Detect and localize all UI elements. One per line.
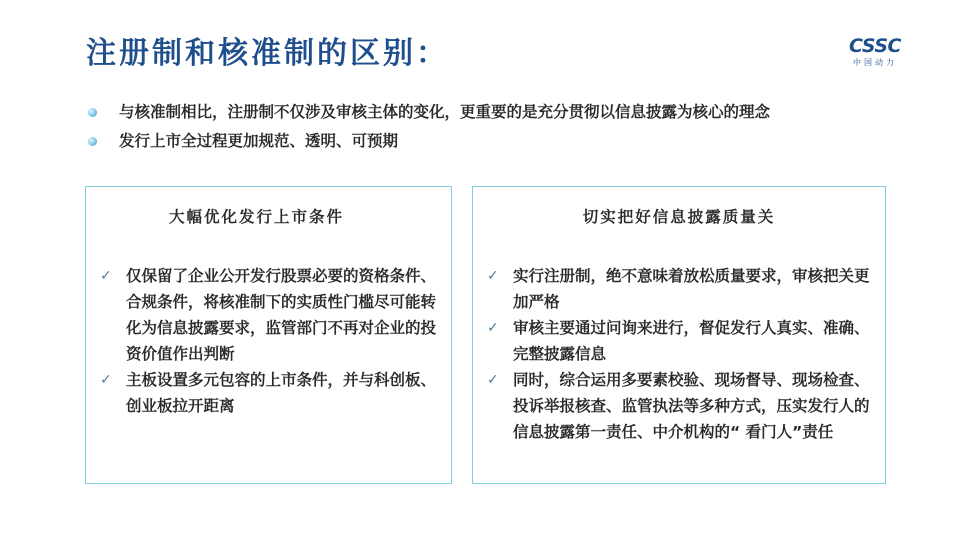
check-item xyxy=(100,367,440,419)
left-panel-title: 大幅优化发行上市条件 xyxy=(168,208,344,226)
bullet-dot-icon xyxy=(88,137,97,146)
intro-bullet-text: 与核准制相比，注册制不仅涉及审核主体的变化，更重要的是充分贯彻以信息披露为核心的理念 xyxy=(119,103,771,121)
left-panel xyxy=(85,186,452,484)
right-check-list xyxy=(487,263,877,445)
left-check-list xyxy=(100,263,440,419)
right-panel-title: 切实把好信息披露质量关 xyxy=(582,208,776,226)
intro-bullet-list xyxy=(88,99,888,157)
check-item xyxy=(487,315,877,367)
intro-bullet-text: 发行上市全过程更加规范、透明、可预期 xyxy=(119,132,399,150)
check-item xyxy=(487,367,877,445)
checkmark-icon: ✓ xyxy=(487,268,499,284)
checkmark-icon: ✓ xyxy=(487,372,499,388)
intro-bullet xyxy=(88,128,888,154)
logo-sub-text: 中国动力 xyxy=(853,58,897,67)
check-item-text: 同时，综合运用多要素校验、现场督导、现场检查、投诉举报核查、监管执法等多种方式，压实发行人的信息披露第一责任、中介机构的“ 看门人”责任 xyxy=(513,371,870,441)
check-item-text: 实行注册制，绝不意味着放松质量要求，审核把关更加严格 xyxy=(513,267,870,311)
check-item-text: 主板设置多元包容的上市条件，并与科创板、创业板拉开距离 xyxy=(126,371,437,415)
intro-bullet xyxy=(88,99,888,125)
checkmark-icon: ✓ xyxy=(100,372,112,388)
checkmark-icon: ✓ xyxy=(487,320,499,336)
slide-title: 注册制和核准制的区别： xyxy=(86,36,449,71)
check-item xyxy=(487,263,877,315)
check-item xyxy=(100,263,440,367)
check-item-text: 仅保留了企业公开发行股票必要的资格条件、合规条件，将核准制下的实质性门槛尽可能转化为信息披露要求，监管部门不再对企业的投资价值作出判断 xyxy=(126,267,437,363)
bullet-dot-icon xyxy=(88,108,97,117)
check-item-text: 审核主要通过问询来进行，督促发行人真实、准确、完整披露信息 xyxy=(513,319,870,363)
checkmark-icon: ✓ xyxy=(100,268,112,284)
right-panel xyxy=(472,186,886,484)
cssc-logo xyxy=(842,36,908,70)
logo-main-text: CSSC xyxy=(849,35,901,57)
